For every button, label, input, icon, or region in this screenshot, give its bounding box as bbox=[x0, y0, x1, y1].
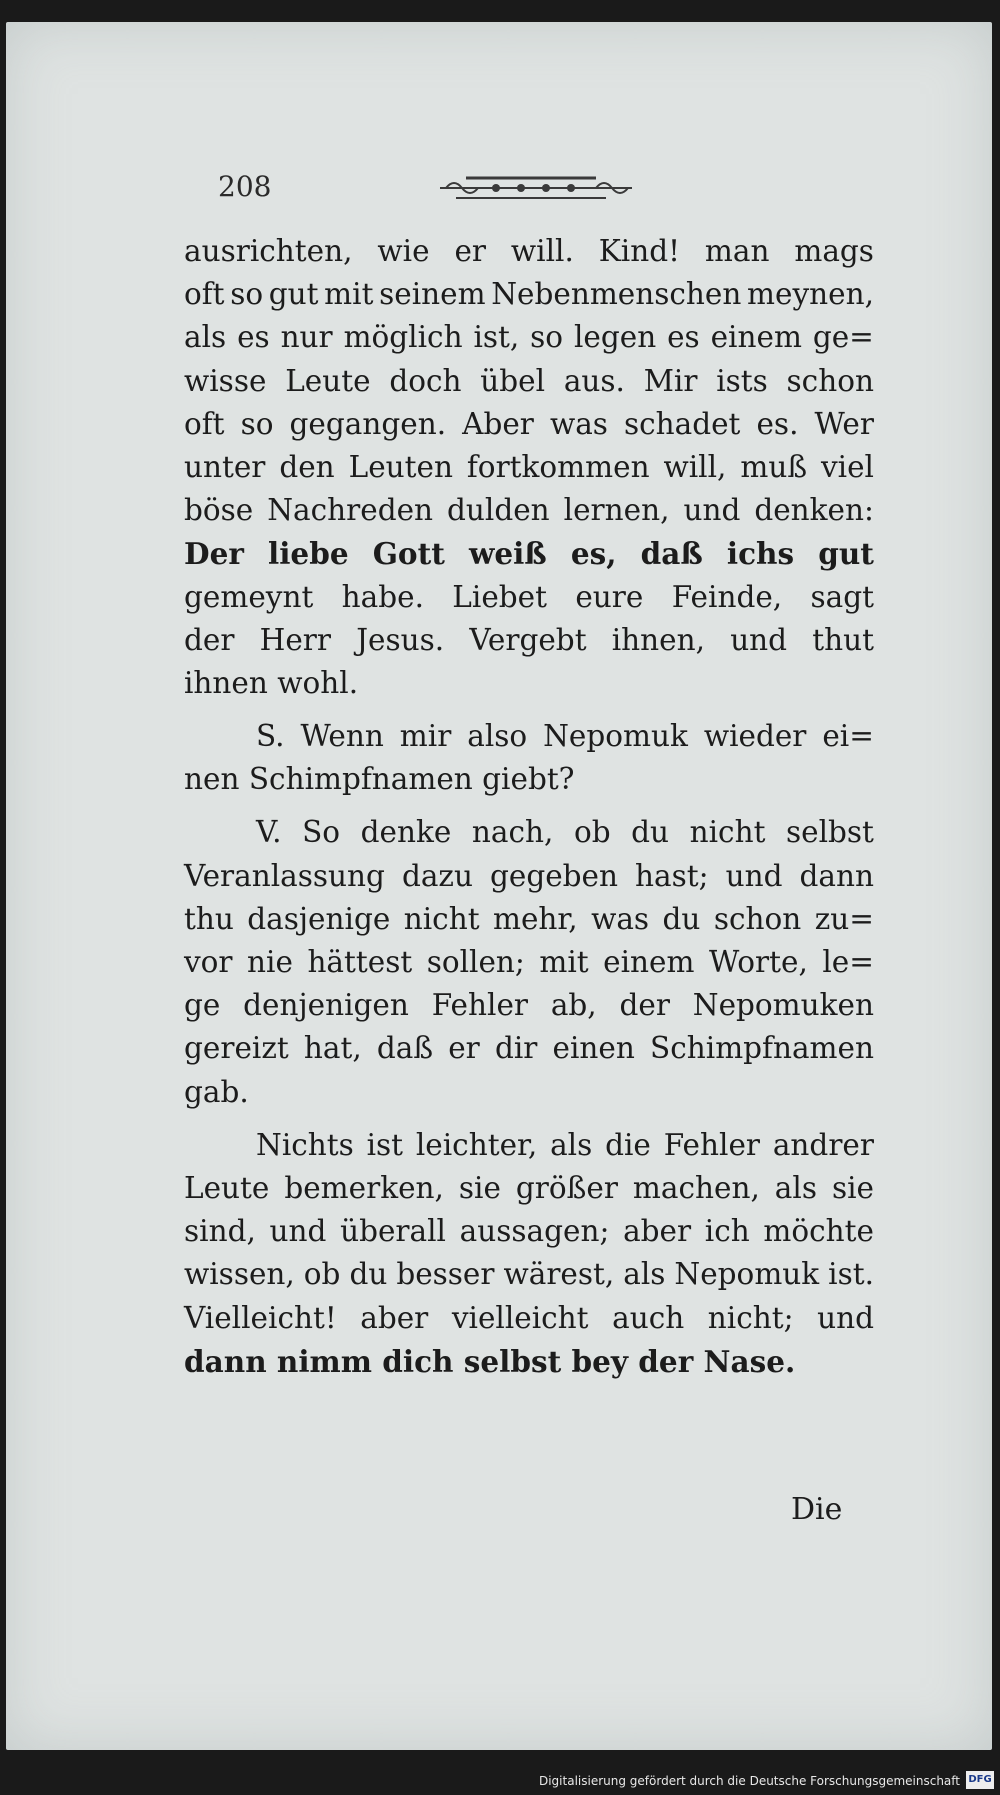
page-text bbox=[184, 230, 874, 1383]
text-line: thu dasjenige nicht mehr, was du schon zu= bbox=[184, 901, 874, 936]
paragraph-answer bbox=[184, 811, 874, 1113]
dfg-logo: DFG bbox=[966, 1771, 994, 1789]
text-line: ge denjenigen Fehler ab, der Nepomuken bbox=[184, 988, 874, 1023]
text-line: ausrichten, wie er will. Kind! man mags bbox=[184, 234, 874, 268]
text-line: wisse Leute doch übel aus. Mir ists schon bbox=[184, 363, 874, 398]
text-line: S. Wenn mir also Nepomuk wieder ei= bbox=[256, 719, 874, 754]
text-line: gereizt hat, daß er dir einen Schimpfnamen bbox=[184, 1031, 874, 1066]
page-header bbox=[6, 170, 992, 210]
paragraph-question bbox=[184, 715, 874, 801]
digitization-footer bbox=[0, 1768, 1000, 1795]
text-line: oft so gut mit seinem Nebenmenschen meynen, bbox=[184, 277, 874, 312]
text-line: als es nur möglich ist, so legen es einem ge= bbox=[184, 320, 874, 355]
text-line: sind, und überall aussagen; aber ich möchte bbox=[184, 1214, 874, 1249]
text-line: Vielleicht! aber vielleicht auch nicht; und bbox=[184, 1300, 874, 1335]
text-line: gab. bbox=[184, 1074, 249, 1109]
text-line: unter den Leuten fortkommen will, muß viel bbox=[184, 449, 874, 484]
text-line: vor nie hättest sollen; mit einem Worte, le= bbox=[184, 945, 874, 979]
catchword: Die bbox=[791, 1492, 843, 1527]
page-number: 208 bbox=[218, 170, 272, 203]
text-line: Der liebe Gott weiß es, daß ichs gut bbox=[184, 536, 874, 572]
text-line: dann nimm dich selbst bey der Nase. bbox=[184, 1343, 796, 1379]
text-line: Leute bemerken, sie größer machen, als sie bbox=[184, 1170, 874, 1205]
paragraph-closing bbox=[184, 1124, 874, 1383]
text-line: nen Schimpfnamen giebt? bbox=[184, 762, 575, 797]
text-line: böse Nachreden dulden lernen, und denken: bbox=[184, 493, 874, 528]
text-line: der Herr Jesus. Vergebt ihnen, und thut bbox=[184, 622, 874, 657]
text-line: ihnen wohl. bbox=[184, 665, 359, 700]
book-page bbox=[6, 22, 992, 1750]
text-line: Nichts ist leichter, als die Fehler andrer bbox=[256, 1127, 874, 1162]
text-line: V. So denke nach, ob du nicht selbst bbox=[256, 815, 874, 850]
header-ornament bbox=[436, 172, 636, 204]
text-line: wissen, ob du besser wärest, als Nepomuk ist. bbox=[184, 1257, 874, 1292]
text-line: oft so gegangen. Aber was schadet es. Wer bbox=[184, 406, 874, 441]
text-line: gemeynt habe. Liebet eure Feinde, sagt bbox=[184, 579, 874, 614]
text-line: Veranlassung dazu gegeben hast; und dann bbox=[184, 858, 874, 893]
paragraph-continuation bbox=[184, 230, 874, 705]
funding-credit: Digitalisierung gefördert durch die Deutsche Forschungsgemeinschaft bbox=[538, 1774, 960, 1788]
